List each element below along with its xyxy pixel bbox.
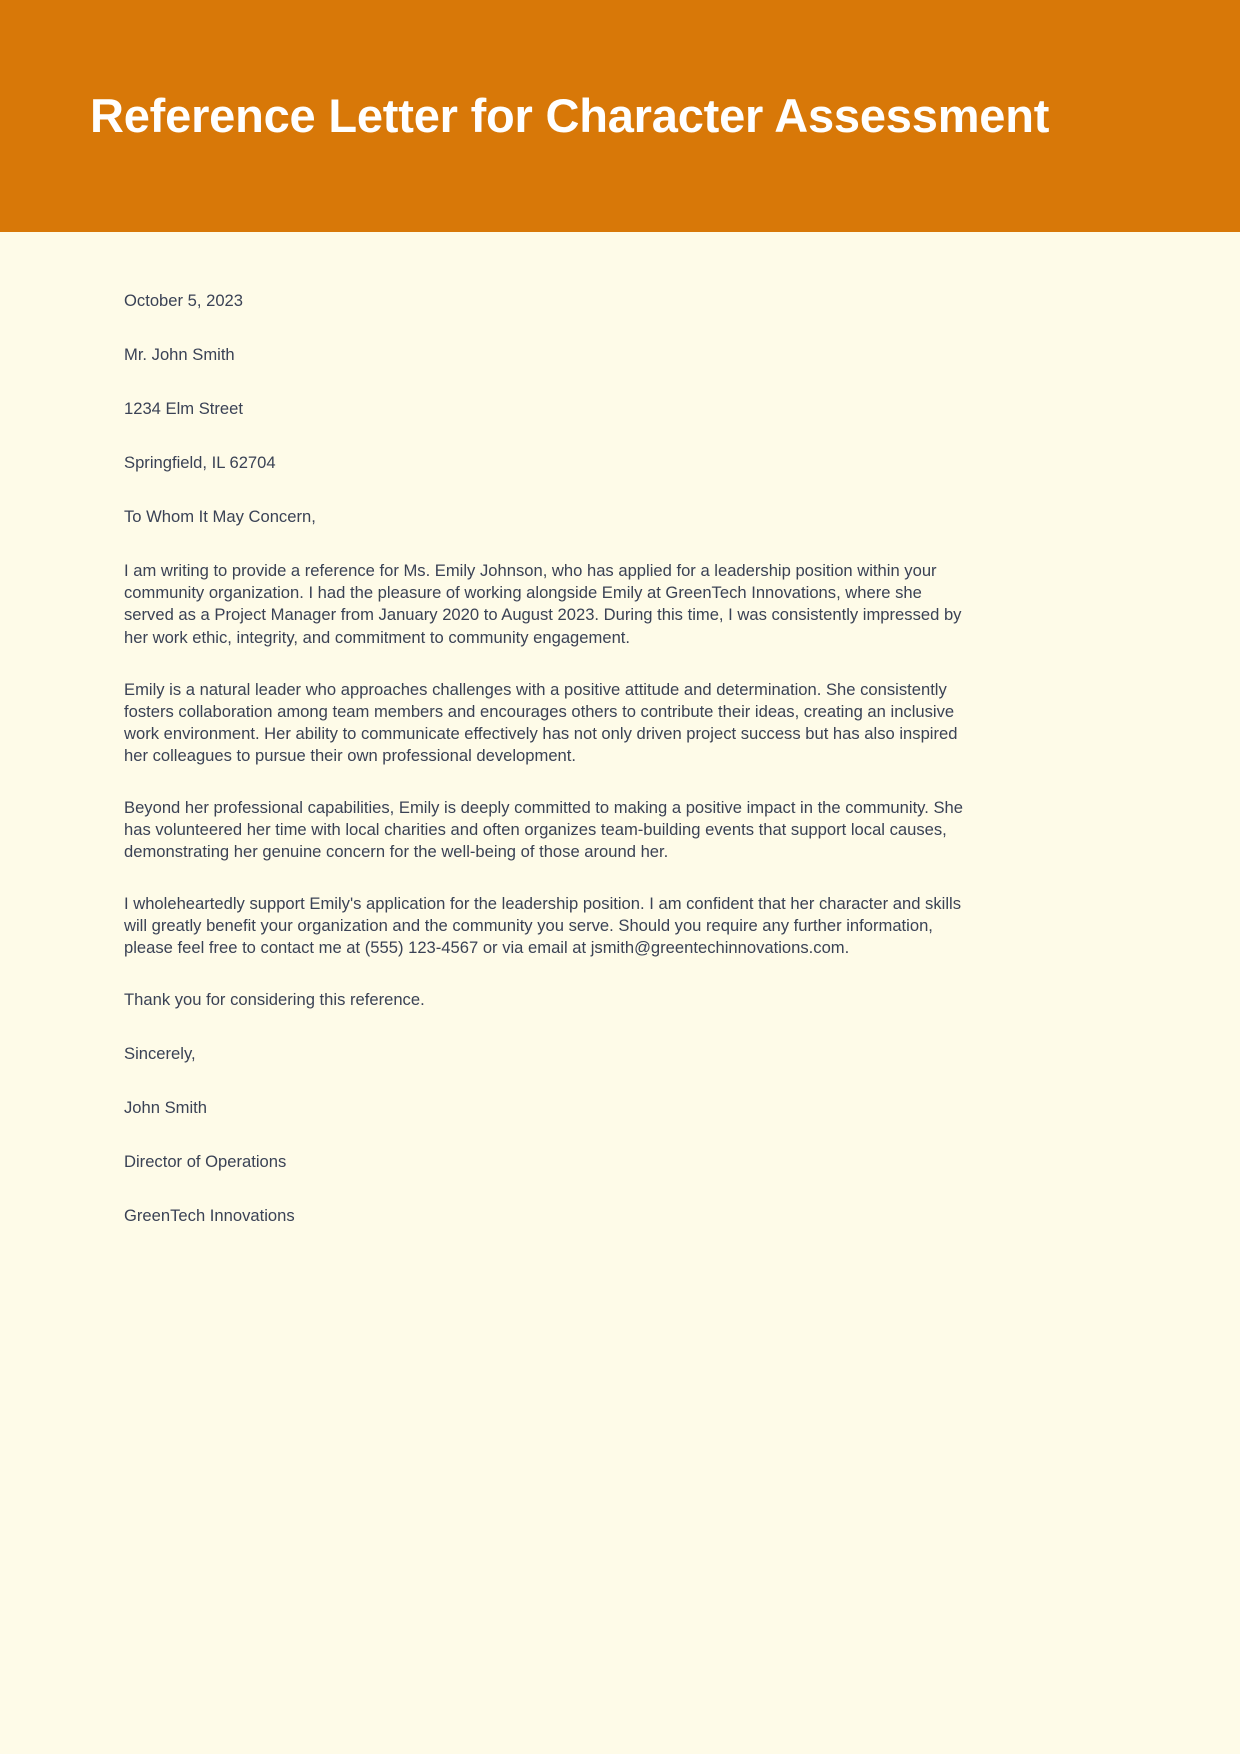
signature-company: GreenTech Innovations [124, 1206, 295, 1226]
letter-date: October 5, 2023 [124, 291, 244, 310]
body-paragraph-4: I wholeheartedly support Emily's application for the leadership position. I am confident that her character and skills will greatly benefit your organization and the community you serve. Should you require any further information, please feel free to contact me at (555) 123-4567 or via email at jsmith@greentechinnovations.com. [124, 894, 961, 958]
signature-title: Director of Operations [124, 1152, 287, 1172]
recipient-city-state-zip: Springfield, IL 62704 [124, 453, 276, 473]
body-paragraph-1: I am writing to provide a reference for Ms. Emily Johnson, who has applied for a leadership position within your community organization. I had the pleasure of working alongside Emily at GreenTech Innovations, where she served as a Project Manager from January 2020 to August 2023. During this time, I was consistently impressed by her work ethic, integrity, and commitment to community engagement. [124, 561, 962, 647]
body-paragraph-3: Beyond her professional capabilities, Emily is deeply committed to making a positive impact in the community. She has volunteered her time with local charities and often organizes team-building events that support local causes, demonstrating her genuine concern for the well-being of those around her. [124, 797, 963, 861]
letter-body [0, 232, 1240, 1288]
salutation: To Whom It May Concern, [124, 507, 316, 527]
closing-valediction: Sincerely, [124, 1044, 196, 1064]
signature-block [124, 1043, 1120, 1227]
recipient-name: Mr. John Smith [124, 345, 235, 365]
page-title: Reference Letter for Character Assessment [90, 88, 1050, 142]
closing-thanks: Thank you for considering this reference. [124, 990, 425, 1010]
document-header-band [0, 0, 1240, 232]
signature-name: John Smith [124, 1098, 208, 1118]
recipient-street: 1234 Elm Street [124, 399, 243, 419]
body-paragraph-2: Emily is a natural leader who approaches challenges with a positive attitude and determination. She consistently fosters collaboration among team members and encourages others to contribute their ideas, creating an inclusive work environment. Her ability to communicate effectively has not only driven project success but has also inspired her colleagues to pursue their own professional development. [124, 679, 958, 765]
